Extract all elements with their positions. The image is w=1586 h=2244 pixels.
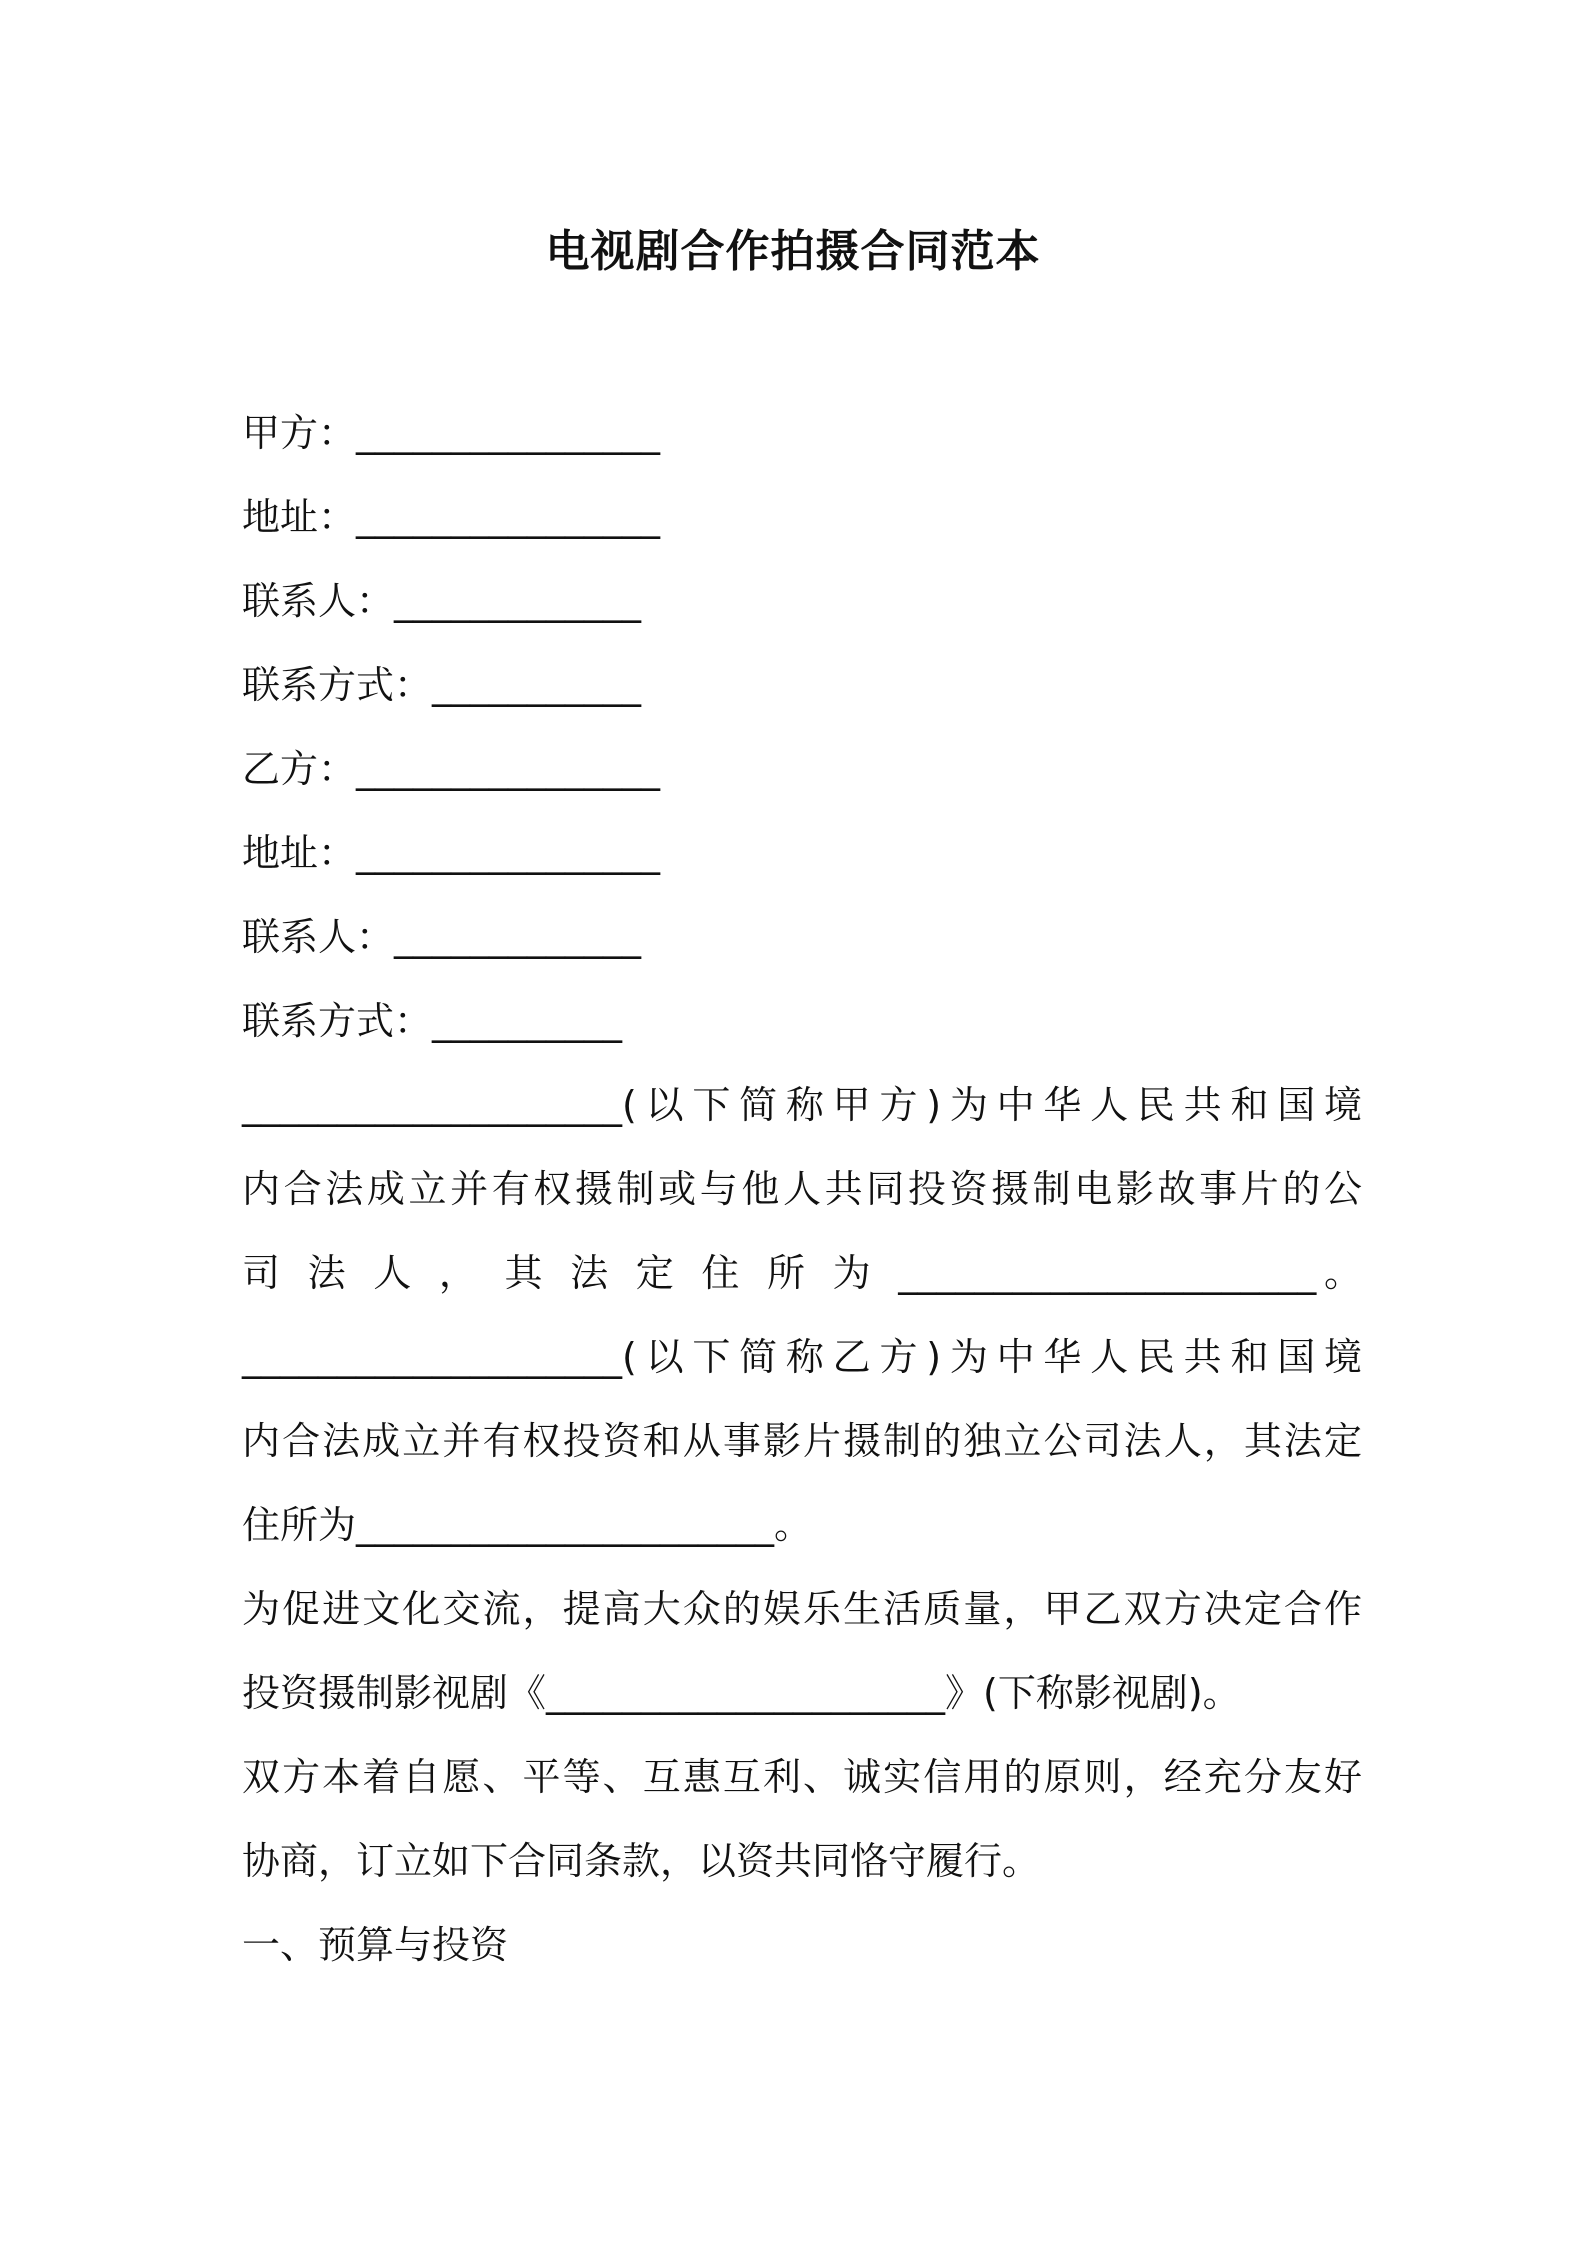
paragraph-line: 内合法成立并有权摄制或与他人共同投资摄制电影故事片的公: [242, 1167, 1362, 1211]
party-a-address-line: 地址：________________: [242, 495, 661, 539]
party-a-contact-person-line: 联系人：_____________: [242, 579, 642, 623]
paragraph-line: 司 法 人 ， 其 法 定 住 所 为 ______________________。: [242, 1251, 1362, 1295]
document-title: 电视剧合作拍摄合同范本: [545, 226, 1041, 277]
party-b-contact-method-line: 联系方式：__________: [242, 999, 623, 1043]
party-a-contact-method-line: 联系方式：___________: [242, 663, 642, 707]
paragraph-line: ____________________(以下简称甲方)为中华人民共和国境: [242, 1083, 1362, 1127]
paragraph-line: 投资摄制影视剧《_____________________》(下称影视剧)。: [242, 1671, 1241, 1715]
paragraph-line: 住所为______________________。: [242, 1503, 813, 1547]
paragraph-line: 双方本着自愿、平等、互惠互利、诚实信用的原则，经充分友好: [242, 1755, 1362, 1799]
paragraph-line: ____________________(以下简称乙方)为中华人民共和国境: [242, 1335, 1362, 1379]
party-b-address-line: 地址：________________: [242, 831, 661, 875]
party-b-contact-person-line: 联系人：_____________: [242, 915, 642, 959]
section-heading: 一、预算与投资: [242, 1923, 509, 1967]
paragraph-line: 协商，订立如下合同条款，以资共同恪守履行。: [242, 1839, 1041, 1883]
paragraph-line: 为促进文化交流，提高大众的娱乐生活质量，甲乙双方决定合作: [242, 1587, 1362, 1631]
party-a-name-line: 甲方：________________: [242, 411, 661, 455]
party-b-name-line: 乙方：________________: [242, 747, 661, 791]
paragraph-line: 内合法成立并有权投资和从事影片摄制的独立公司法人，其法定: [242, 1419, 1362, 1463]
